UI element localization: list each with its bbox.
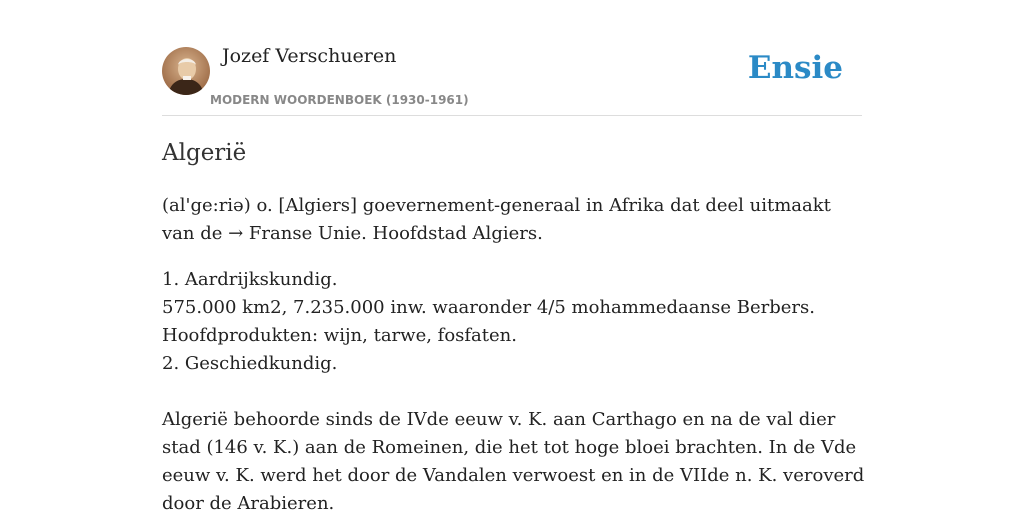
ensie-logo[interactable]: Ensie — [747, 50, 843, 86]
author-name[interactable]: Jozef Verschueren — [222, 45, 397, 67]
entry-title: Algerië — [162, 140, 247, 166]
source-label[interactable]: MODERN WOORDENBOEK (1930-1961) — [210, 93, 469, 107]
section-heading-1: 1. Aardrijkskundig. — [162, 269, 338, 290]
header — [162, 0, 862, 116]
spacer — [162, 378, 867, 406]
entry-sections — [162, 266, 867, 512]
author-avatar[interactable] — [162, 47, 210, 95]
section-1-line-2: Hoofdprodukten: wijn, tarwe, fosfaten. — [162, 325, 517, 346]
page-container — [162, 0, 865, 512]
entry-body — [162, 192, 867, 512]
section-heading-2: 2. Geschiedkundig. — [162, 353, 338, 374]
history-paragraph: Algerië behoorde sinds de IVde eeuw v. K. aan Carthago en na de val dier stad (146 v. K.) aan de Romeinen, die het tot hoge bloei brachten. In de Vde eeuw v. K. werd het door de Vandalen verwoest en in de VIIde n. K. veroverd door de Arabieren. — [162, 409, 865, 512]
entry-definition: (al'ge:riə) o. [Algiers] goevernement-generaal in Afrika dat deel uitmaakt van de → Franse Unie. Hoofdstad Algiers. — [162, 195, 831, 244]
author-portrait-icon — [162, 47, 210, 95]
section-1-line-1: 575.000 km2, 7.235.000 inw. waaronder 4/5 mohammedaanse Berbers. — [162, 297, 815, 318]
